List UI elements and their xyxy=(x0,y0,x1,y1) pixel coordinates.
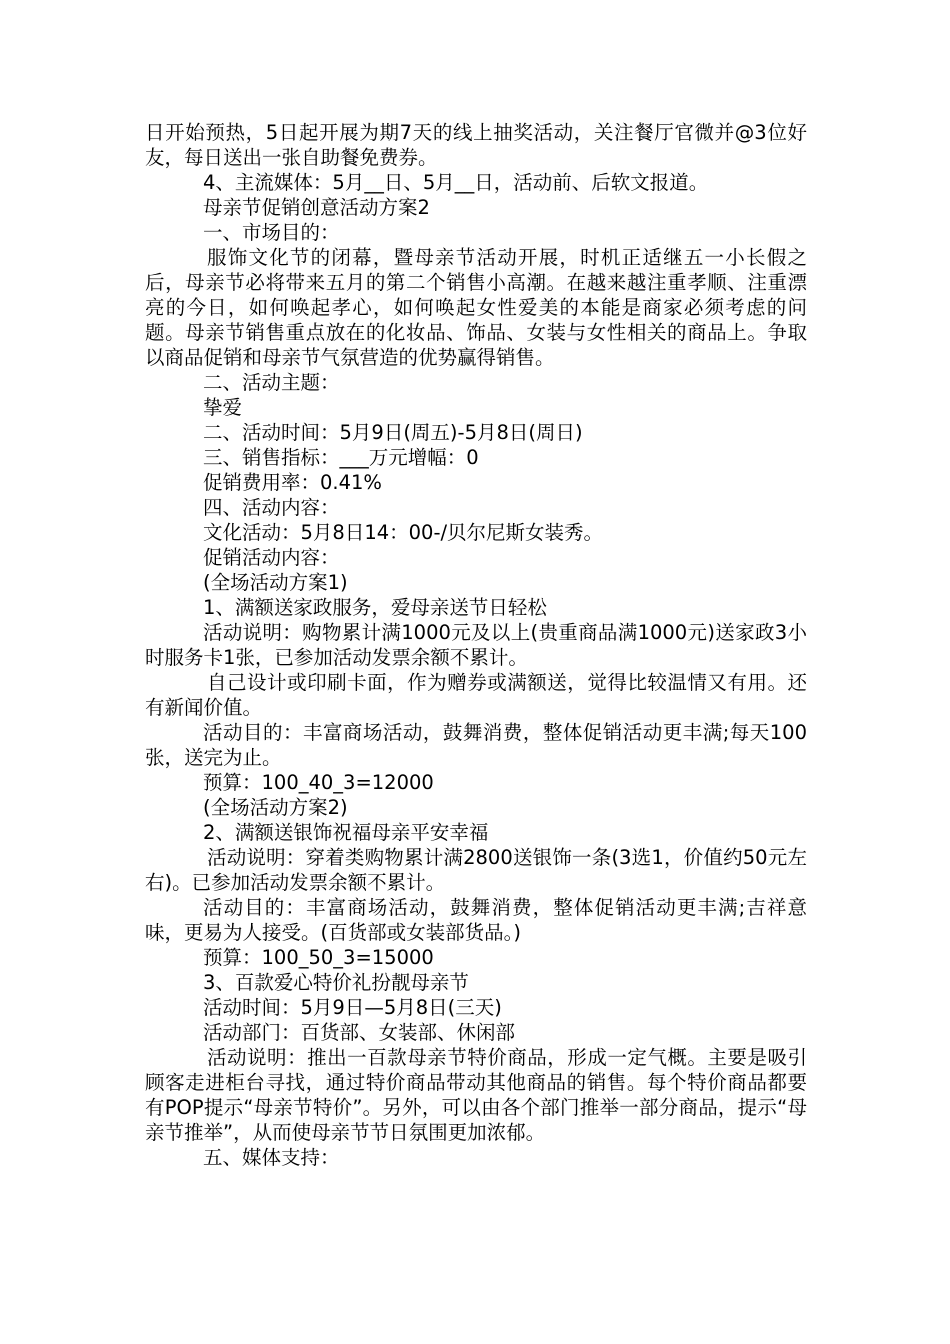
paragraph-item-1-card-design: 自己设计或印刷卡面，作为赠券或满额送，觉得比较温情又有用。还有新闻价值。 xyxy=(145,671,807,719)
heading-activity-theme: 二、活动主题： xyxy=(203,371,340,394)
paragraph-market-purpose: 服饰文化节的闭幕，暨母亲节活动开展，时机正适继五一小长假之后，母亲节必将带来五月的第二个销售小高潮。在越来越注重孝顺、注重漂亮的今日，如何唤起孝心，如何唤起女性爱美的本能是商家必须考虑的问题。母亲节销售重点放在的化妆品、饰品、女装与女性相关的商品上。争取以商品促销和母亲节气氛营造的优势赢得销售。 xyxy=(145,246,807,369)
paragraph-item-3-departments: 活动部门：百货部、女装部、休闲部 xyxy=(203,1021,516,1044)
heading-promo-content: 促销活动内容： xyxy=(203,546,340,569)
paragraph-item-3-time: 活动时间：5月9日—5月8日(三天) xyxy=(203,996,502,1019)
paragraph-plan-1-label: (全场活动方案1) xyxy=(203,571,348,594)
paragraph-theme: 挚爱 xyxy=(203,396,243,419)
document-body xyxy=(145,120,807,1170)
paragraph-activity-time: 二、活动时间：5月9日(周五)-5月8日(周日) xyxy=(203,421,583,444)
paragraph-item-2-budget: 预算：100_50_3=15000 xyxy=(203,946,434,969)
paragraph-item-1-description: 活动说明：购物累计满1000元及以上(贵重商品满1000元)送家政3小时服务卡1张，已参加活动发票余额不累计。 xyxy=(145,621,807,669)
paragraph-sales-target: 三、销售指标：___万元增幅：0 xyxy=(203,446,479,469)
paragraph-item-3-title: 3、百款爱心特价礼扮靓母亲节 xyxy=(203,971,469,994)
paragraph-mainstream-media: 4、主流媒体：5月__日、5月__日，活动前、后软文报道。 xyxy=(203,171,709,194)
paragraph-item-2-description: 活动说明：穿着类购物累计满2800送银饰一条(3选1，价值约50元左右)。已参加活动发票余额不累计。 xyxy=(145,846,807,894)
paragraph-continuation: 日开始预热，5日起开展为期7天的线上抽奖活动，关注餐厅官微并@3位好友，每日送出一张自助餐免费券。 xyxy=(145,121,807,169)
heading-market-purpose: 一、市场目的： xyxy=(203,221,340,244)
paragraph-promo-cost-rate: 促销费用率：0.41% xyxy=(203,471,382,494)
heading-activity-content: 四、活动内容： xyxy=(203,496,340,519)
paragraph-item-2-purpose: 活动目的：丰富商场活动，鼓舞消费，整体促销活动更丰满;吉祥意味，更易为人接受。(百货部或女装部货品。) xyxy=(145,896,807,944)
paragraph-plan-2-label: (全场活动方案2) xyxy=(203,796,348,819)
heading-media-support: 五、媒体支持： xyxy=(203,1146,340,1169)
section-title-plan-2: 母亲节促销创意活动方案2 xyxy=(203,196,430,219)
paragraph-item-3-description: 活动说明：推出一百款母亲节特价商品，形成一定气概。主要是吸引顾客走进柜台寻找，通过特价商品带动其他商品的销售。每个特价商品都要有POP提示“母亲节特价”。另外，可以由各个部门推举一部分商品，提示“母亲节推举”，从而使母亲节节日氛围更加浓郁。 xyxy=(145,1046,807,1144)
paragraph-cultural-activity: 文化活动：5月8日14：00-/贝尔尼斯女装秀。 xyxy=(203,521,604,544)
paragraph-item-1-title: 1、满额送家政服务，爱母亲送节日轻松 xyxy=(203,596,547,619)
paragraph-item-2-title: 2、满额送银饰祝福母亲平安幸福 xyxy=(203,821,489,844)
paragraph-item-1-budget: 预算：100_40_3=12000 xyxy=(203,771,434,794)
paragraph-item-1-purpose: 活动目的：丰富商场活动，鼓舞消费，整体促销活动更丰满;每天100张，送完为止。 xyxy=(145,721,807,769)
